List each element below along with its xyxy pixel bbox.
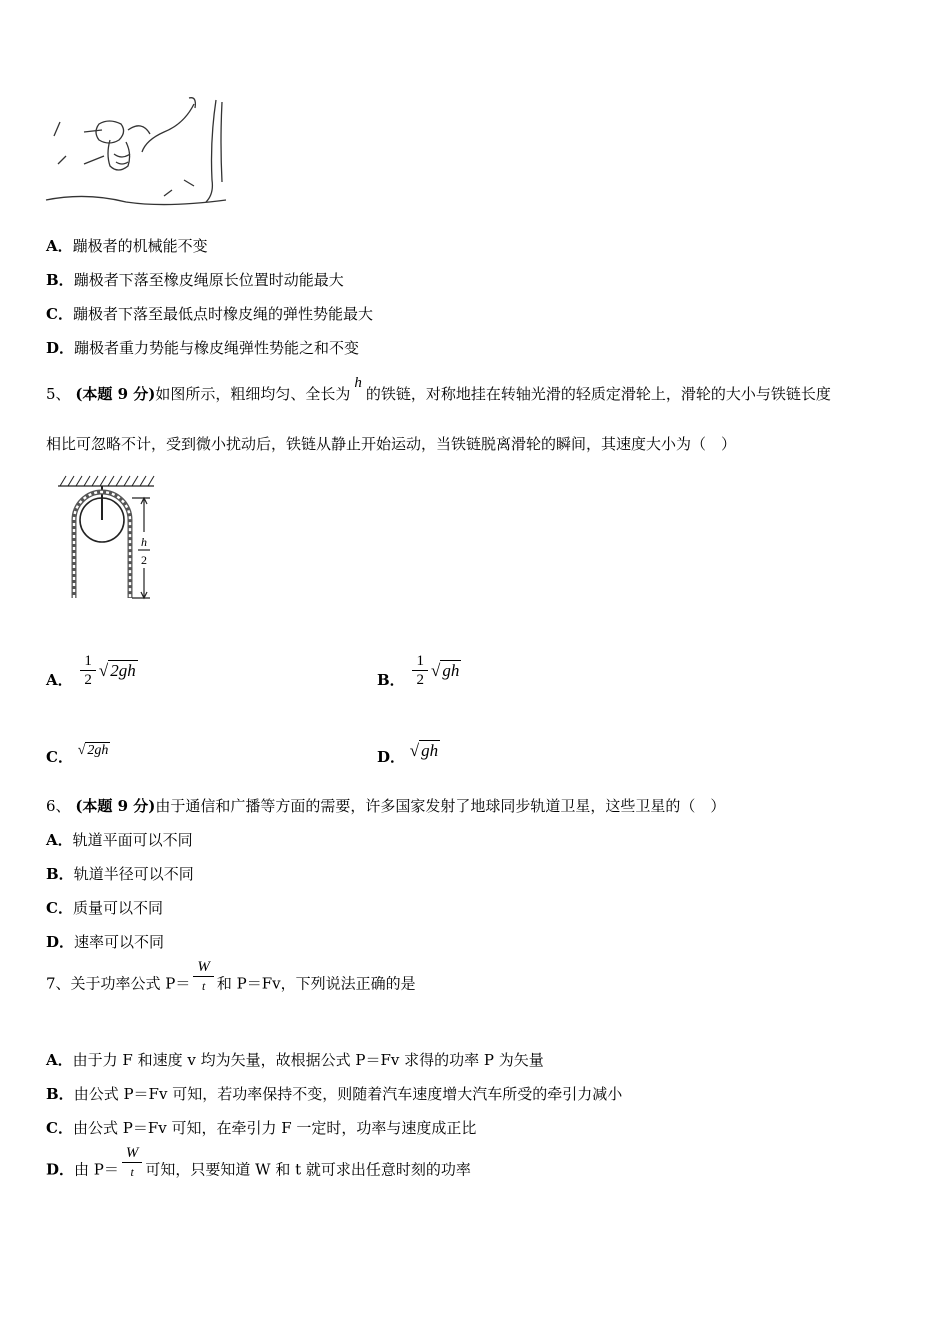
- fraction-denominator: 2: [84, 672, 92, 688]
- option-text: 由于力 F 和速度 v 均为矢量，故根据公式 P＝Fv 求得的功率 P 为矢量: [72, 1051, 544, 1069]
- option-key: D．: [46, 933, 75, 951]
- fraction-numerator: 1: [80, 652, 96, 671]
- q5-number: 5、: [46, 385, 71, 403]
- option-suffix: 可知，只要知道 W 和 t 就可求出任意时刻的功率: [145, 1160, 471, 1179]
- fraction-numerator: 1: [412, 652, 428, 671]
- q5-stem-line1: [46, 375, 831, 405]
- q6-stem: [46, 796, 725, 816]
- radicand: 2gh: [87, 742, 109, 758]
- option-text: 质量可以不同: [72, 899, 163, 917]
- option-key: A．: [46, 670, 73, 689]
- q4-option-a[interactable]: [46, 236, 208, 256]
- bungee-jumper-illustration: [44, 96, 234, 208]
- q6-number: 6、: [46, 797, 71, 815]
- q6-text: 由于通信和广播等方面的需要，许多国家发射了地球同步轨道卫星，这些卫星的（ ）: [155, 797, 726, 815]
- square-root: √ gh: [430, 661, 460, 680]
- q7-stem: [46, 959, 416, 1003]
- q7-option-b[interactable]: [46, 1084, 622, 1104]
- option-text: 轨道半径可以不同: [73, 865, 194, 883]
- q6-option-b[interactable]: [46, 864, 194, 884]
- option-text: 由公式 P＝Fv 可知，若功率保持不变，则随着汽车速度增大汽车所受的牵引力减小: [73, 1085, 623, 1103]
- option-key: C．: [46, 1119, 73, 1137]
- q5-text-part1: 如图所示，粗细均匀、全长为: [155, 385, 351, 403]
- fraction: [80, 652, 96, 689]
- fraction-numerator: W: [193, 958, 214, 977]
- q6-option-c[interactable]: [46, 898, 163, 918]
- q5-option-b[interactable]: [377, 652, 461, 689]
- square-root: √ 2gh: [77, 742, 109, 758]
- option-prefix: 由 P＝: [74, 1160, 119, 1179]
- option-key: D．: [377, 748, 406, 766]
- fraction-denominator: t: [201, 979, 206, 993]
- figure-label-2: 2: [141, 553, 147, 567]
- q7-prefix: 7、关于功率公式 P＝: [46, 974, 191, 993]
- q5-option-c[interactable]: [46, 738, 110, 766]
- option-text: 速率可以不同: [74, 933, 165, 951]
- fraction: [122, 1144, 143, 1181]
- option-text: 蹦极者的机械能不变: [72, 237, 208, 255]
- radicand: 2gh: [110, 661, 136, 680]
- square-root: √ 2gh: [98, 661, 136, 680]
- q5-text-part2: 的铁链，对称地挂在转轴光滑的轻质定滑轮上，滑轮的大小与铁链长度: [365, 385, 831, 403]
- option-key: C．: [46, 899, 73, 917]
- q5-points: (本题 9 分): [75, 385, 156, 403]
- q5-option-d[interactable]: [377, 738, 440, 766]
- option-key: A．: [46, 1051, 73, 1069]
- q4-option-c[interactable]: [46, 304, 373, 324]
- q6-points: (本题 9 分): [75, 797, 156, 815]
- q6-option-a[interactable]: [46, 830, 193, 850]
- q4-option-d[interactable]: [46, 338, 359, 358]
- radicand: gh: [442, 661, 460, 680]
- option-key: A．: [46, 237, 73, 255]
- fraction: [412, 652, 428, 689]
- option-key: C．: [46, 305, 73, 323]
- q5-text-line2: 相比可忽略不计，受到微小扰动后，铁链从静止开始运动，当铁链脱离滑轮的瞬间，其速度大小为（ ）: [46, 435, 737, 453]
- fraction-numerator: W: [122, 1144, 143, 1163]
- square-root: √ gh: [409, 740, 439, 760]
- option-key: B．: [46, 865, 74, 883]
- option-key: D．: [46, 339, 75, 357]
- option-key: A．: [46, 831, 73, 849]
- option-text: 蹦极者重力势能与橡皮绳弹性势能之和不变: [74, 339, 360, 357]
- option-key: B．: [46, 1085, 74, 1103]
- fraction-denominator: t: [130, 1165, 134, 1179]
- option-key: B．: [46, 271, 74, 289]
- q5-option-a[interactable]: [46, 652, 138, 689]
- option-key: D．: [46, 1160, 75, 1179]
- option-key: C．: [46, 748, 73, 766]
- option-key: B．: [377, 670, 405, 689]
- pulley-chain-figure: [54, 474, 164, 604]
- radicand: gh: [421, 740, 439, 760]
- option-text: 轨道平面可以不同: [72, 831, 193, 849]
- fraction-denominator: 2: [416, 672, 424, 688]
- q7-option-c[interactable]: [46, 1118, 476, 1138]
- q7-option-d[interactable]: [46, 1145, 471, 1189]
- option-text: 蹦极者下落至橡皮绳原长位置时动能最大: [73, 271, 344, 289]
- fraction: [193, 958, 214, 995]
- option-text: 蹦极者下落至最低点时橡皮绳的弹性势能最大: [72, 305, 373, 323]
- q7-suffix: 和 P＝Fv，下列说法正确的是: [216, 974, 416, 993]
- figure-label-h: h: [141, 535, 147, 549]
- q5-var-h: h: [354, 375, 362, 391]
- q6-option-d[interactable]: [46, 932, 164, 952]
- q4-option-b[interactable]: [46, 270, 344, 290]
- q7-option-a[interactable]: [46, 1050, 544, 1070]
- option-text: 由公式 P＝Fv 可知，在牵引力 F 一定时，功率与速度成正比: [72, 1119, 477, 1137]
- q5-stem-line2: [46, 434, 736, 454]
